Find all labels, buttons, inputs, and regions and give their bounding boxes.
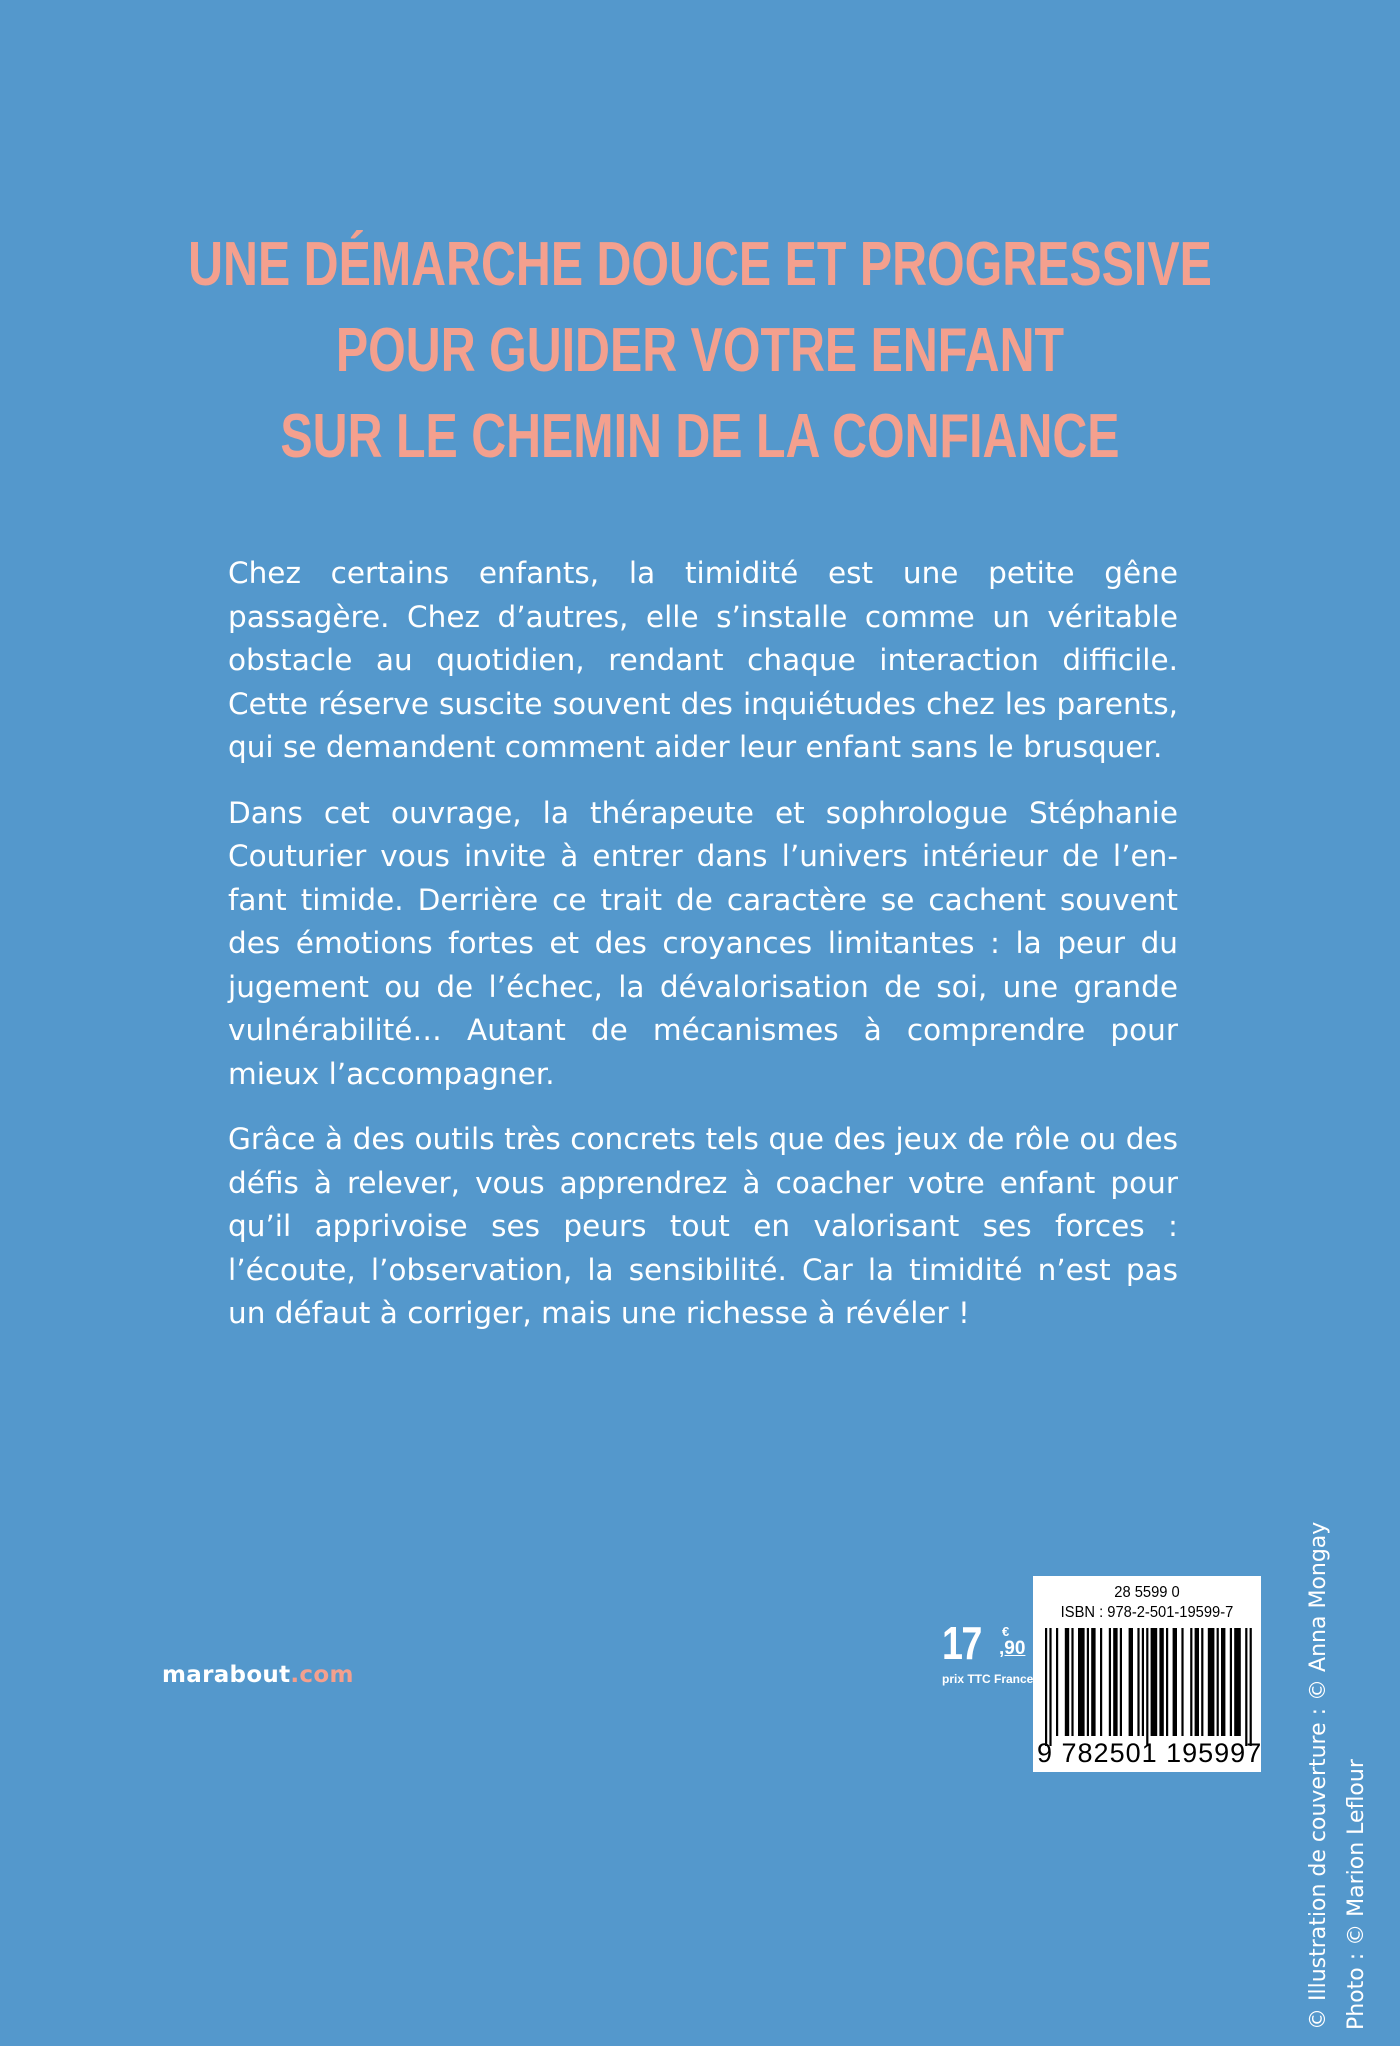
photo-credit: Photo : © Marion Leflour <box>1344 1759 1369 2030</box>
barcode-bar <box>1230 1628 1232 1736</box>
barcode-bar <box>1137 1628 1139 1736</box>
barcode-bar <box>1045 1628 1047 1746</box>
barcode-bar <box>1087 1628 1089 1736</box>
price-currency: € <box>1002 1624 1010 1639</box>
price-tag <box>942 1617 1034 1692</box>
barcode-bar <box>1071 1628 1073 1736</box>
barcode-bar <box>1120 1628 1122 1736</box>
price-label: prix TTC France <box>942 1672 1034 1686</box>
headline-line-1: UNE DÉMARCHE DOUCE ET PROGRESSIVE <box>188 230 1212 299</box>
blurb-paragraph-1: Chez certains enfants, la timidité est une petite gêne passagère. Chez d’autres, elle s’installe comme un véritable obstacle au quotidien, rendant chaque interaction difficile. Cette réserve suscite souvent des inquiétudes chez les parents, qui se demandent comment aider leur enfant sans le brusquer. <box>228 556 1178 764</box>
barcode-bar <box>1056 1628 1058 1736</box>
photo-credits <box>1300 1522 1376 2030</box>
barcode-bar <box>1201 1628 1203 1736</box>
barcode-bar <box>1142 1628 1144 1736</box>
barcode-bar <box>1151 1628 1158 1736</box>
barcode-bar <box>1129 1628 1133 1736</box>
publisher-domain: .com <box>290 1662 354 1688</box>
barcode-bar <box>1250 1628 1252 1746</box>
barcode-bar <box>1113 1628 1117 1736</box>
barcode-bar <box>1100 1628 1102 1736</box>
barcode-bars <box>1043 1628 1255 1746</box>
barcode-bar <box>1049 1628 1051 1746</box>
barcode-bar <box>1159 1628 1163 1736</box>
barcode-bar <box>1146 1628 1148 1746</box>
barcode-bar <box>1078 1628 1085 1736</box>
barcode-bar <box>1190 1628 1192 1736</box>
barcode-bar <box>1208 1628 1215 1736</box>
barcode-bar <box>1065 1628 1069 1736</box>
barcode-bar <box>1181 1628 1183 1736</box>
headline-line-3: SUR LE CHEMIN DE LA CONFIANCE <box>280 402 1120 471</box>
publisher-url <box>162 1662 354 1688</box>
publisher-name: marabout <box>162 1662 291 1688</box>
barcode-digits: 9 782501 195997 <box>1037 1738 1263 1768</box>
barcode-bar <box>1195 1628 1199 1736</box>
barcode-bar <box>1091 1628 1095 1736</box>
headline-line-2: POUR GUIDER VOTRE ENFANT <box>335 316 1065 385</box>
price-euros: 17 <box>942 1617 981 1669</box>
blurb <box>228 552 1178 1358</box>
product-code: 28 5599 0 <box>1114 1584 1180 1601</box>
barcode-bar <box>1221 1628 1225 1736</box>
headline <box>154 222 1246 480</box>
barcode-bar <box>1217 1628 1219 1736</box>
blurb-paragraph-2: Dans cet ouvrage, la thérapeute et sophrologue Stéphanie Couturier vous invite à entrer dans l’univers intérieur de l’enfant timide. Derrière ce trait de caractère se cachent souvent des émotions fortes et des croyances limitantes : la peur du jugement ou de l’échec, la dévalorisation de soi, une grande vulnérabilité… Autant de mécanismes à comprendre pour mieux l’accompagner. <box>228 795 1178 1091</box>
barcode-bar <box>1234 1628 1241 1736</box>
barcode-bar <box>1109 1628 1111 1736</box>
illustration-credit: © Illustration de couverture : © Anna Mongay <box>1306 1521 1331 2030</box>
barcode-bar <box>1166 1628 1168 1736</box>
isbn: ISBN : 978-2-501-19599-7 <box>1060 1604 1234 1621</box>
barcode-bar <box>1173 1628 1177 1736</box>
barcode-box <box>1033 1576 1261 1772</box>
price-cents: ,90 <box>999 1638 1026 1659</box>
barcode-bar <box>1245 1628 1247 1746</box>
blurb-paragraph-3: Grâce à des outils très concrets tels que des jeux de rôle ou des défis à relever, vous apprendrez à coacher votre enfant pour qu’il apprivoise ses peurs tout en valorisant ses forces : l’écoute, l’observation, la sensibilité. Car la timidité n’est pas un défaut à corriger, mais une richesse à révéler ! <box>228 1122 1178 1330</box>
